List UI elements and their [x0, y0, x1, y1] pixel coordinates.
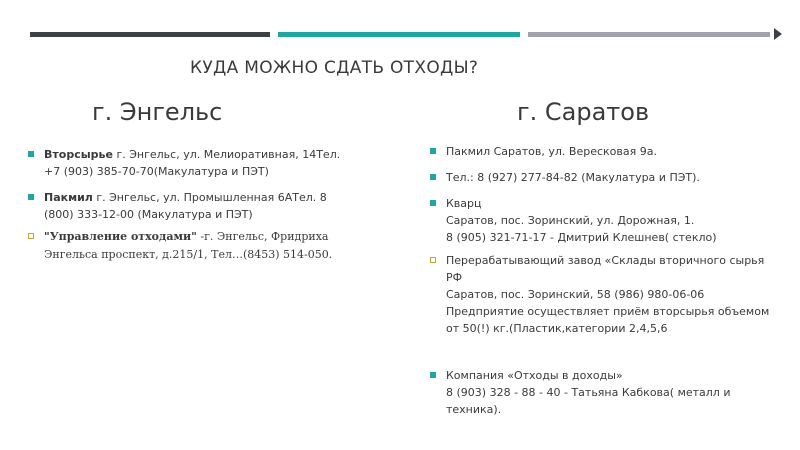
square-bullet-icon: [28, 194, 34, 200]
hollow-square-bullet-icon: [430, 257, 436, 263]
list-item-pakmil-saratov: [430, 143, 775, 160]
company-name: "Управление отходами": [44, 230, 197, 243]
item-text: РФ: [446, 271, 463, 284]
item-text: Пакмил Саратов, ул. Вересковая 9а.: [446, 145, 657, 158]
list-item-sklady: [430, 252, 775, 337]
top-bar-dark: [30, 32, 270, 37]
engels-list: [28, 146, 373, 264]
list-item-pakmil-engels: [28, 189, 373, 223]
top-bar-grey: [528, 32, 770, 37]
phone-text: Энгельса проспект, д.215/1, Тел…(8453) 514-050.: [44, 248, 333, 261]
item-text: Саратов, пос. Зоринский, 58 (986) 980-06-06: [446, 288, 705, 301]
list-item-vtorsyrye: [28, 146, 373, 180]
list-item-upravlenie-othodami: [28, 228, 373, 264]
hollow-square-bullet-icon: [28, 233, 34, 239]
top-bar-teal: [278, 32, 520, 37]
item-text: Перерабатывающий завод «Склады вторичного сырья: [446, 254, 765, 267]
item-text: от 50(!) кг.(Пластик,категории 2,4,5,6: [446, 322, 668, 335]
square-bullet-icon: [430, 148, 436, 154]
square-bullet-icon: [430, 200, 436, 206]
item-text: Тел.: 8 (927) 277-84-82 (Макулатура и ПЭТ).: [446, 171, 700, 184]
city-heading-engels: г. Энгельс: [92, 98, 223, 126]
item-text: 8 (905) 321-71-17 - Дмитрий Клешнев( стекло): [446, 231, 717, 244]
item-text: Кварц: [446, 197, 482, 210]
company-name: Пакмил: [44, 191, 93, 204]
saratov-list: [430, 143, 775, 418]
address-text: -г. Энгельс, Фридриха: [196, 230, 329, 243]
city-heading-saratov: г. Саратов: [517, 98, 650, 126]
item-text: техника).: [446, 403, 502, 416]
next-slide-arrow-icon[interactable]: [774, 28, 782, 40]
list-item-othody-v-dohody: [430, 367, 775, 418]
phone-text: +7 (903) 385-70-70(Макулатура и ПЭТ): [44, 165, 269, 178]
square-bullet-icon: [28, 151, 34, 157]
address-text: г. Энгельс, ул. Промышленная 6АТел. 8: [92, 191, 327, 204]
list-item-kvarts: [430, 195, 775, 246]
slide-title: КУДА МОЖНО СДАТЬ ОТХОДЫ?: [190, 58, 479, 78]
square-bullet-icon: [430, 174, 436, 180]
phone-text: (800) 333-12-00 (Макулатура и ПЭТ): [44, 208, 253, 221]
square-bullet-icon: [430, 372, 436, 378]
item-text: Саратов, пос. Зоринский, ул. Дорожная, 1.: [446, 214, 695, 227]
item-text: Предприятие осуществляет приём вторсырья объемом: [446, 305, 770, 318]
company-name: Вторсырье: [44, 148, 113, 161]
address-text: г. Энгельс, ул. Мелиоративная, 14Тел.: [112, 148, 341, 161]
item-text: 8 (903) 328 - 88 - 40 - Татьяна Кабкова( металл и: [446, 386, 731, 399]
item-text: Компания «Отходы в доходы»: [446, 369, 623, 382]
list-item-phone: [430, 169, 775, 186]
